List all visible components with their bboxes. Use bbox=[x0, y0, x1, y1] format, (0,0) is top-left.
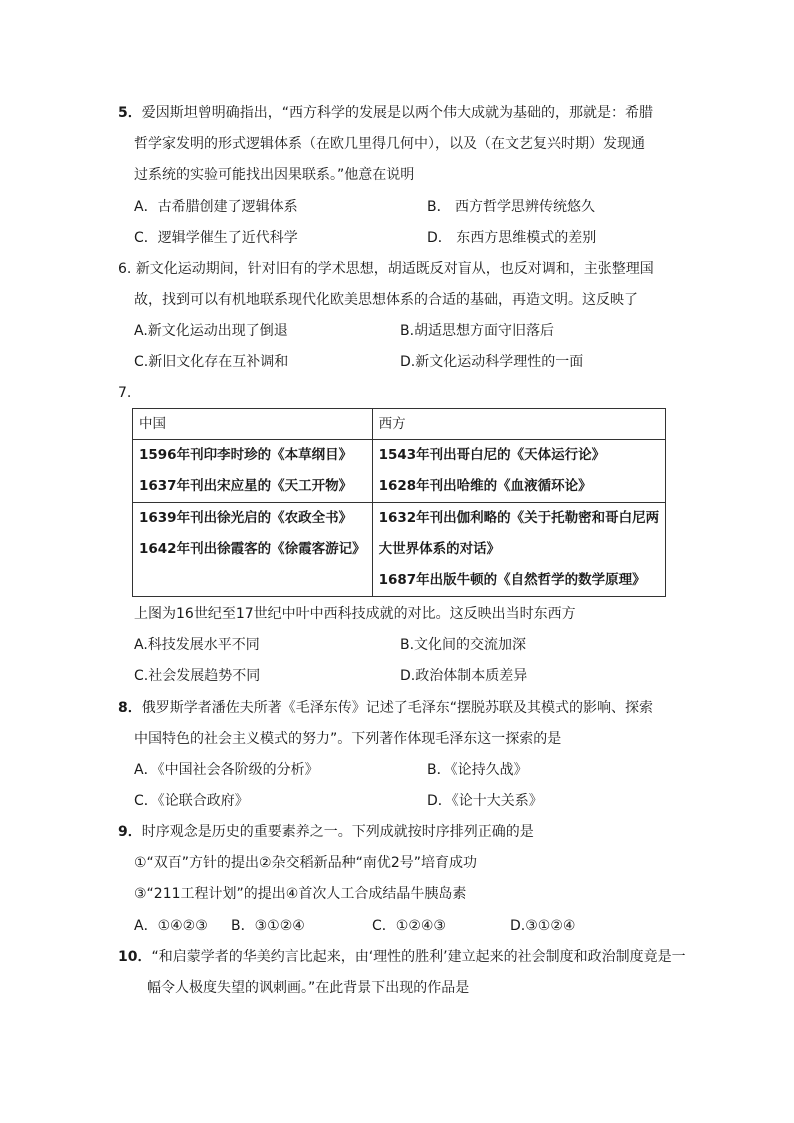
question-9-number: 9． bbox=[118, 824, 142, 840]
question-9-line-1: 9．时序观念是历史的重要素养之一。下列成就按时序排列正确的是 bbox=[118, 824, 534, 840]
question-9-option-b: B．③①②④ bbox=[231, 918, 305, 934]
question-6-option-b: B.胡适思想方面守旧落后 bbox=[400, 323, 555, 339]
question-8-option-a: A．《中国社会各阶级的分析》 bbox=[134, 762, 319, 778]
question-7-option-a: A.科技发展水平不同 bbox=[134, 637, 260, 653]
question-9-item-line-2: ③“211工程计划”的提出④首次人工合成结晶牛胰岛素 bbox=[134, 886, 467, 902]
question-5-option-d: D． 东西方思维模式的差别 bbox=[427, 230, 597, 246]
question-5-line-3: 过系统的实验可能找出因果联系。”他意在说明 bbox=[134, 167, 415, 183]
question-6-option-a: A.新文化运动出现了倒退 bbox=[134, 323, 288, 339]
question-8-option-d: D．《论十大关系》 bbox=[427, 793, 543, 809]
question-7-number: 7. bbox=[118, 385, 132, 401]
table-cell: 1543年刊出哥白尼的《天体运行论》 1628年刊出哈维的《血液循环论》 bbox=[372, 440, 666, 503]
question-6-option-d: D.新文化运动科学理性的一面 bbox=[400, 354, 584, 370]
question-5-line-1: 5．爱因斯坦曾明确指出，“西方科学的发展是以两个伟大成就为基础的，那就是：希腊 bbox=[118, 105, 654, 121]
question-8-line-2: 中国特色的社会主义模式的努力”。下列著作体现毛泽东这一探索的是 bbox=[134, 731, 562, 747]
question-5-line-2: 哲学家发明的形式逻辑体系（在欧几里得几何中），以及（在文艺复兴时期）发现通 bbox=[134, 136, 645, 152]
question-9-item-line-1: ①“双百”方针的提出②杂交稻新品种“南优2号”培育成功 bbox=[134, 855, 478, 871]
question-6-option-c: C.新旧文化存在互补调和 bbox=[134, 354, 289, 370]
table-row bbox=[133, 503, 666, 597]
question-10-number: 10． bbox=[118, 949, 152, 965]
table-cell: 1596年刊印李时珍的《本草纲目》 1637年刊出宋应星的《天工开物》 bbox=[133, 440, 373, 503]
table-header-china: 中国 bbox=[133, 409, 373, 440]
question-9-option-c: C．①②④③ bbox=[372, 918, 446, 934]
question-8-number: 8． bbox=[118, 700, 142, 716]
question-8-option-c: C．《论联合政府》 bbox=[134, 793, 249, 809]
question-6-number: 6. bbox=[118, 261, 132, 277]
question-10-line-2: 幅令人极度失望的讽刺画。”在此背景下出现的作品是 bbox=[147, 980, 470, 996]
question-9-option-a: A．①④②③ bbox=[134, 918, 208, 934]
question-5-option-b: B． 西方哲学思辨传统悠久 bbox=[427, 199, 596, 215]
question-8-option-b: B．《论持久战》 bbox=[427, 762, 528, 778]
question-5-option-c: C．逻辑学催生了近代科学 bbox=[134, 230, 298, 246]
question-10-line-1: 10．“和启蒙学者的华美约言比起来，由‘理性的胜利’建立起来的社会制度和政治制度竟是一 bbox=[118, 949, 686, 965]
question-9-option-d: D.③①②④ bbox=[510, 918, 576, 934]
table-cell: 1632年刊出伽利略的《关于托勒密和哥白尼两 大世界体系的对话》 1687年出版牛顿的《自然哲学的数学原理》 bbox=[372, 503, 666, 597]
table-header-row bbox=[133, 409, 666, 440]
question-8-line-1: 8．俄罗斯学者潘佐夫所著《毛泽东传》记述了毛泽东“摆脱苏联及其模式的影响、探索 bbox=[118, 700, 654, 716]
question-6-line-1: 6. 新文化运动期间，针对旧有的学术思想，胡适既反对盲从，也反对调和，主张整理国 bbox=[118, 261, 654, 277]
comparison-table bbox=[132, 408, 666, 597]
table-header-west: 西方 bbox=[372, 409, 666, 440]
question-7-option-b: B.文化间的交流加深 bbox=[400, 637, 527, 653]
question-6-line-2: 故，找到可以有机地联系现代化欧美思想体系的合适的基础，再造文明。这反映了 bbox=[134, 292, 638, 308]
question-7-option-c: C.社会发展趋势不同 bbox=[134, 668, 261, 684]
table-row bbox=[133, 440, 666, 503]
question-5-number: 5． bbox=[118, 105, 142, 121]
table-cell: 1639年刊出徐光启的《农政全书》 1642年刊出徐霞客的《徐霞客游记》 bbox=[133, 503, 373, 597]
question-7-stem: 上图为16世纪至17世纪中叶中西科技成就的对比。这反映出当时东西方 bbox=[134, 606, 576, 622]
question-7-option-d: D.政治体制本质差异 bbox=[400, 668, 528, 684]
question-5-option-a: A．古希腊创建了逻辑体系 bbox=[134, 199, 298, 215]
